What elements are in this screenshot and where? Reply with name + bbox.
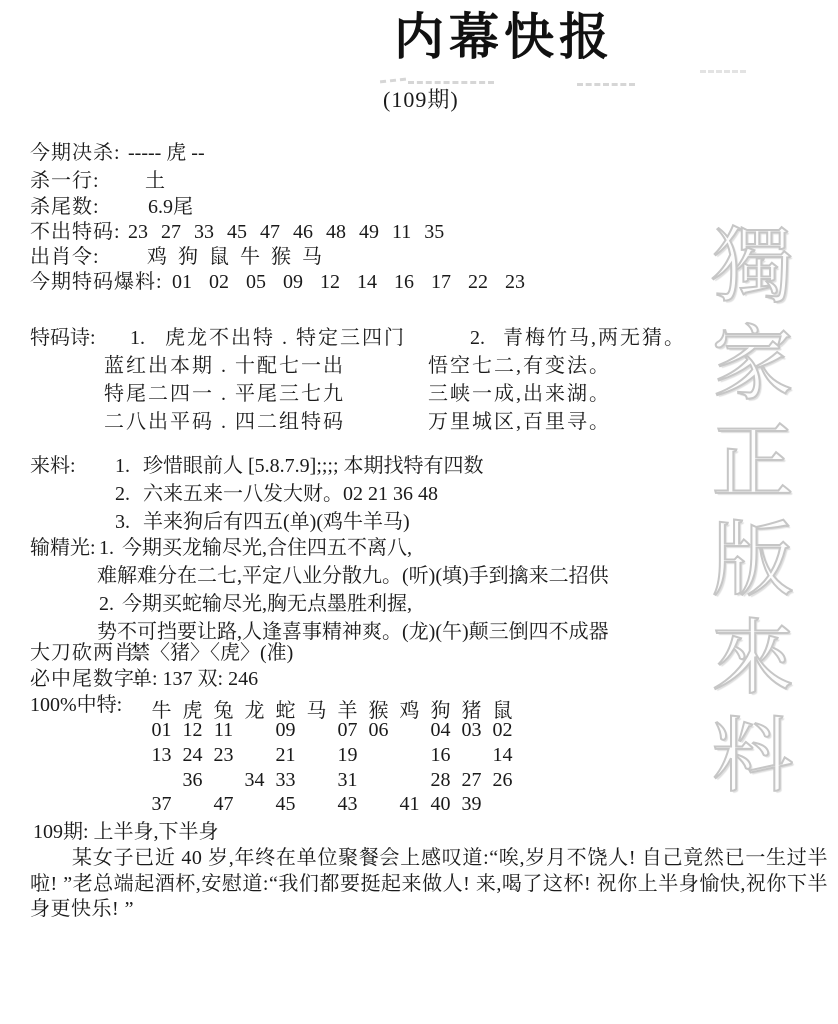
zodiac-header-cell: 猴 — [368, 700, 389, 722]
number-cell: 34 — [244, 769, 265, 791]
number-cell — [301, 793, 332, 816]
poem-1-number: 1. — [130, 327, 145, 349]
shujingguang-item-number: 1. — [99, 537, 114, 559]
info-label: 今期决杀: — [30, 142, 121, 164]
zodiac-header-cell: 牛 — [151, 700, 172, 722]
two-zodiac-cut-value: 禁〈猪〉〈虎〉(准) — [130, 642, 294, 664]
number-row — [146, 719, 518, 742]
shujingguang-item-line: 难解难分在二七,平定八业分散九。(听)(填)手到擒来二招供 — [97, 565, 609, 587]
number-cell — [301, 719, 332, 742]
number-cell: 01 — [151, 719, 172, 741]
lailiao-item-text: 珍惜眼前人 [5.8.7.9];;;; 本期找特有四数 — [143, 455, 484, 477]
lailiao-label: 来料: — [30, 455, 76, 477]
poem-1-line: 二八出平码 . 四二组特码 — [104, 411, 345, 433]
number-cell: 06 — [368, 719, 389, 741]
poem-1-line: 虎龙不出特 . 特定三四门 — [165, 327, 406, 349]
number-cell — [394, 769, 425, 792]
info-label: 今期特码爆料: — [30, 271, 163, 293]
number-cell: 21 — [275, 744, 296, 766]
lailiao-item-text: 羊来狗后有四五(单)(鸡牛羊马) — [143, 511, 410, 533]
shujingguang-item-line: 今期买龙输尽光,合住四五不离八, — [122, 537, 412, 559]
number-cell: 11 — [213, 719, 234, 741]
info-value: 01 02 05 09 12 14 16 17 22 23 — [172, 271, 525, 293]
number-cell — [394, 744, 425, 767]
number-cell: 28 — [430, 769, 451, 791]
number-cell: 41 — [399, 793, 420, 815]
info-label: 杀尾数: — [30, 196, 100, 218]
info-value: 6.9尾 — [148, 196, 193, 218]
poem-2-line: 万里城区,百里寻。 — [428, 411, 611, 433]
issue-number: (109期) — [383, 87, 459, 112]
poem-2-line: 青梅竹马,两无猜。 — [503, 327, 686, 349]
lailiao-item-number: 2. — [115, 483, 130, 505]
number-cell — [363, 744, 394, 767]
number-cell — [239, 793, 270, 816]
zodiac-header-cell: 马 — [306, 700, 327, 722]
number-cell: 19 — [337, 744, 358, 766]
shujingguang-item-line: 势不可挡要让路,人逢喜事精神爽。(龙)(午)颠三倒四不成器 — [97, 621, 609, 643]
number-cell — [301, 769, 332, 792]
must-hit-tails-label: 必中尾数字: — [30, 668, 142, 690]
number-cell: 47 — [213, 793, 234, 815]
lailiao-item-number: 3. — [115, 511, 130, 533]
number-cell: 40 — [430, 793, 451, 815]
zodiac-header-cell: 猪 — [461, 700, 482, 722]
poem-2-line: 悟空七二,有变法。 — [428, 355, 611, 377]
number-cell — [239, 744, 270, 767]
poem-2-line: 三峡一成,出来湖。 — [428, 383, 611, 405]
number-cell: 39 — [461, 793, 482, 815]
two-zodiac-cut-label: 大刀砍两肖: — [30, 642, 142, 664]
lailiao-item-text: 六来五来一八发大财。02 21 36 48 — [143, 483, 438, 505]
number-cell: 14 — [492, 744, 513, 766]
info-value: 土 — [145, 170, 165, 192]
number-cell — [394, 719, 425, 742]
info-line-special-number-tips — [30, 271, 525, 293]
number-cell: 37 — [151, 793, 172, 815]
tema-poems-label: 特码诗: — [30, 327, 96, 349]
info-label: 杀一行: — [30, 170, 100, 192]
number-cell: 23 — [213, 744, 234, 766]
number-cell: 02 — [492, 719, 513, 741]
zodiac-header-cell: 羊 — [337, 700, 358, 722]
page-title: 内幕快报 — [394, 9, 614, 65]
shujingguang-label: 输精光: — [30, 537, 96, 559]
info-label: 不出特码: — [30, 221, 121, 243]
zodiac-header-cell: 狗 — [430, 700, 451, 722]
info-line-kill-tail-numbers — [30, 196, 193, 218]
number-cell: 16 — [430, 744, 451, 766]
number-cell — [363, 793, 394, 816]
number-row — [146, 769, 518, 792]
erased-mark — [577, 83, 635, 86]
watermark-vertical-text: 獨家正版來料 — [700, 222, 792, 810]
shujingguang-item-line: 今期买蛇输尽光,胸无点墨胜利握, — [122, 593, 412, 615]
number-cell: 27 — [461, 769, 482, 791]
info-line-excluded-special-numbers — [30, 221, 445, 243]
number-cell — [239, 719, 270, 742]
zodiac-header-cell: 鼠 — [492, 700, 513, 722]
number-cell: 03 — [461, 719, 482, 741]
number-cell — [363, 769, 394, 792]
number-cell: 09 — [275, 719, 296, 741]
info-value: 鸡 狗 鼠 牛 猴 马 — [147, 246, 322, 268]
zodiac-header-cell: 蛇 — [275, 700, 296, 722]
erased-mark — [700, 70, 746, 73]
info-value: 23 27 33 45 47 46 48 49 11 35 — [128, 221, 445, 243]
number-row — [146, 793, 518, 816]
info-line-kill-element — [30, 170, 165, 192]
erased-mark — [408, 81, 494, 84]
number-cell — [456, 744, 487, 767]
zodiac-header-cell: 兔 — [213, 700, 234, 722]
shujingguang-item-number: 2. — [99, 593, 114, 615]
number-cell — [208, 769, 239, 792]
poem-1-line: 蓝红出本期 . 十配七一出 — [104, 355, 345, 377]
must-hit-tails-value: 单: 137 双: 246 — [132, 668, 259, 690]
number-cell: 24 — [182, 744, 203, 766]
two-zodiac-cut-line — [30, 642, 294, 664]
number-cell: 12 — [182, 719, 203, 741]
footer-story-paragraph: 某女子已近 40 岁,年终在单位聚餐会上感叹道:“唉,岁月不饶人! 自己竟然已一生过半啦! ”老总端起酒杯,安慰道:“我们都要挺起来做人! 来,喝了这杯! 祝你上半身愉快,祝你下半身更快乐! ” — [30, 847, 828, 920]
number-cell: 43 — [337, 793, 358, 815]
number-cell — [487, 793, 518, 816]
number-cell: 04 — [430, 719, 451, 741]
lailiao-item-number: 1. — [115, 455, 130, 477]
erased-mark — [380, 78, 406, 84]
number-cell: 13 — [151, 744, 172, 766]
number-cell — [146, 769, 177, 792]
info-line-kill-this-issue — [30, 142, 205, 164]
poem-1-line: 特尾二四一 . 平尾三七九 — [104, 383, 345, 405]
info-value: ----- 虎 -- — [128, 142, 205, 164]
info-label: 出肖令: — [30, 246, 100, 268]
number-cell: 33 — [275, 769, 296, 791]
poem-2-number: 2. — [470, 327, 485, 349]
number-cell: 45 — [275, 793, 296, 815]
zhongte-table-label: 100%中特: — [30, 694, 123, 716]
zodiac-header-cell: 鸡 — [399, 700, 420, 722]
number-cell: 26 — [492, 769, 513, 791]
zodiac-header-cell: 虎 — [182, 700, 203, 722]
number-row — [146, 744, 518, 767]
number-cell — [301, 744, 332, 767]
number-cell: 31 — [337, 769, 358, 791]
zodiac-header-cell: 龙 — [244, 700, 265, 722]
footer-headline: 109期: 上半身,下半身 — [33, 821, 219, 843]
number-cell — [177, 793, 208, 816]
info-line-zodiac-order — [30, 246, 322, 268]
number-cell: 07 — [337, 719, 358, 741]
number-cell: 36 — [182, 769, 203, 791]
must-hit-tails-line — [30, 668, 259, 690]
